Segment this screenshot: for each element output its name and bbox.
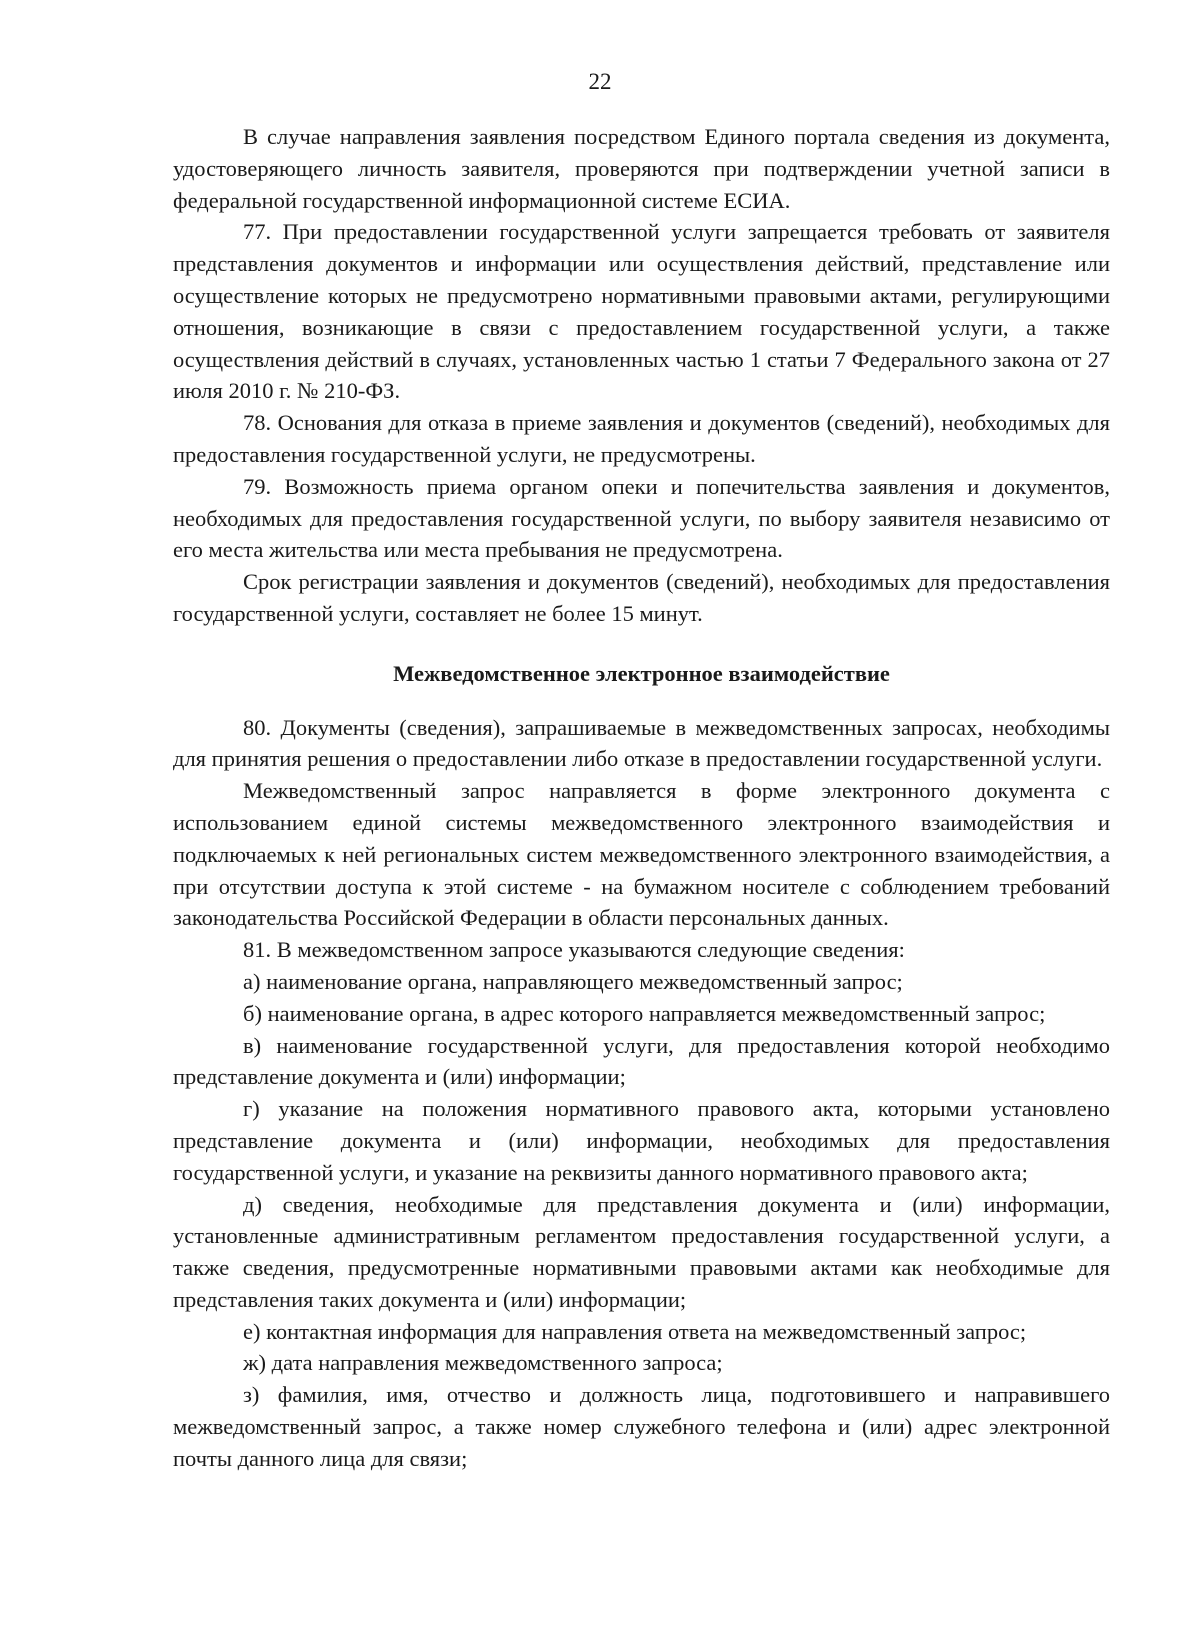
paragraph-79: 79. Возможность приема органом опеки и попечительства заявления и документов, необходимых для предоставления государственной услуги, по выбору заявителя независимо от его места жительства или места пребывания не предусмотрена.	[173, 473, 1110, 563]
list-item-zh: ж) дата направления межведомственного запроса;	[243, 1350, 723, 1376]
section-heading: Межведомственное электронное взаимодействие	[393, 660, 890, 686]
list-item-g: г) указание на положения нормативного правового акта, которыми установлено представление документа и (или) информации, необходимых для предоставления государственной услуги, и указание на реквизиты данного нормативного правового акта;	[173, 1096, 1110, 1185]
paragraph-77: 77. При предоставлении государственной услуги запрещается требовать от заявителя представления документов и информации или осуществления действий, представление или осуществление которых не предусмотрено нормативными правовыми актами, регулирующими отношения, возникающие в связи с предоставлением государственной услуги, а также осуществления действий в случаях, установленных частью 1 статьи 7 Федерального закона от 27 июля 2010 г. № 210-ФЗ.	[173, 219, 1110, 404]
paragraph-81: 81. В межведомственном запросе указываются следующие сведения:	[243, 937, 905, 963]
paragraph-registration-term: Срок регистрации заявления и документов (сведений), необходимых для предоставления государственной услуги, составляет не более 15 минут.	[173, 569, 1110, 626]
list-item-e: е) контактная информация для направления ответа на межведомственный запрос;	[243, 1318, 1027, 1344]
document-body	[173, 121, 1110, 1475]
spacer	[173, 690, 1110, 712]
paragraph-78: 78. Основания для отказа в приеме заявления и документов (сведений), необходимых для предоставления государственной услуги, не предусмотрены.	[173, 410, 1110, 467]
paragraph-interagency-request-form: Межведомственный запрос направляется в форме электронного документа с использованием единой системы межведомственного электронного взаимодействия и подключаемых к ней региональных систем межведомственного электронного взаимодействия, а при отсутствии доступа к этой системе - на бумажном носителе с соблюдением требований законодательства Российской Федерации в области персональных данных.	[173, 778, 1110, 931]
list-item-a: а) наименование органа, направляющего межведомственный запрос;	[243, 968, 903, 994]
list-item-b: б) наименование органа, в адрес которого направляется межведомственный запрос;	[243, 1000, 1046, 1026]
paragraph-esia-verification: В случае направления заявления посредством Единого портала сведения из документа, удостоверяющего личность заявителя, проверяются при подтверждении учетной записи в федеральной государственной информационной системе ЕСИА.	[173, 124, 1110, 213]
list-item-z: з) фамилия, имя, отчество и должность лица, подготовившего и направившего межведомственный запрос, а также номер служебного телефона и (или) адрес электронной почты данного лица для связи;	[173, 1382, 1110, 1471]
list-item-v: в) наименование государственной услуги, для предоставления которой необходимо представление документа и (или) информации;	[173, 1032, 1110, 1090]
page-number: 22	[588, 69, 612, 94]
list-item-d: д) сведения, необходимые для представления документа и (или) информации, установленные административным регламентом предоставления государственной услуги, а также сведения, предусмотренные нормативными правовыми актами как необходимые для представления таких документа и (или) информации;	[173, 1191, 1110, 1312]
spacer	[173, 630, 1110, 658]
paragraph-80: 80. Документы (сведения), запрашиваемые в межведомственных запросах, необходимы для принятия решения о предоставлении либо отказе в предоставлении государственной услуги.	[173, 714, 1110, 772]
